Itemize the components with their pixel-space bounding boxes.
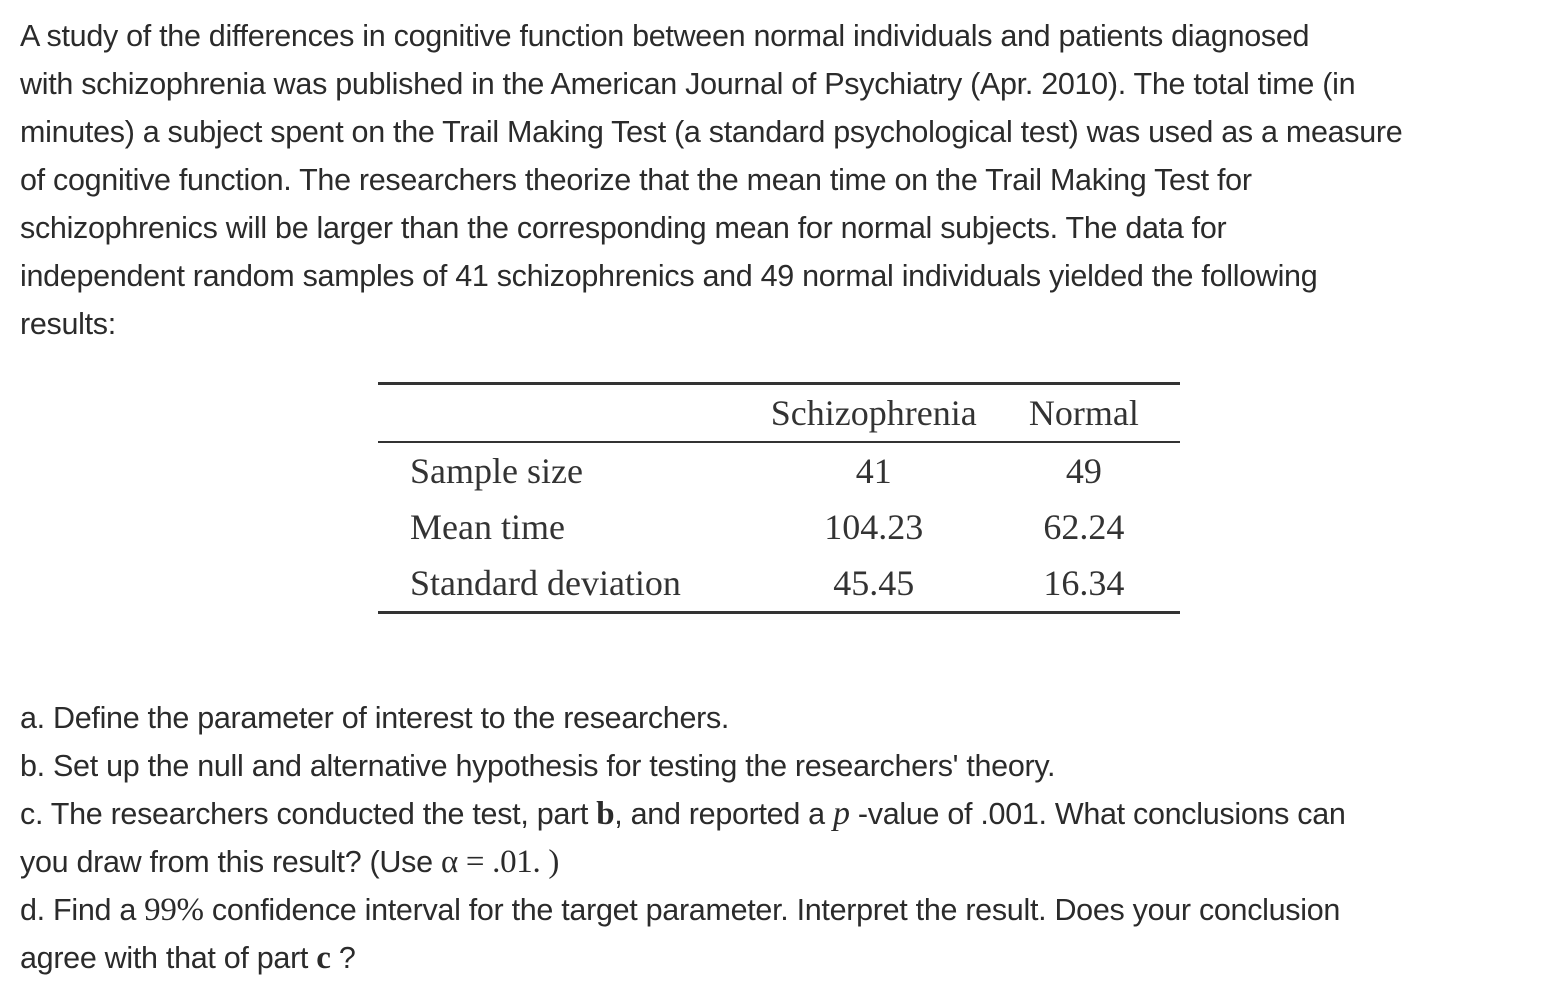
intro-line-4: of cognitive function. The researchers theorize that the mean time on the Trail Making Test for — [20, 163, 1252, 197]
row-label-mean-time: Mean time — [410, 507, 565, 547]
cell-schizophrenia-standard-deviation: 45.45 — [760, 555, 988, 613]
results-table — [378, 382, 1180, 614]
cell-normal-mean-time: 62.24 — [1043, 507, 1125, 547]
question-a: a. Define the parameter of interest to the researchers. — [20, 701, 730, 735]
table-row — [378, 555, 1180, 613]
question-b: b. Set up the null and alternative hypothesis for testing the researchers' theory. — [20, 749, 1056, 783]
question-d-line2-suffix: ? — [330, 941, 356, 975]
question-d-percent: 99% — [144, 892, 204, 928]
table-header-blank — [378, 384, 760, 443]
question-c-mid: , and reported a — [614, 797, 834, 831]
question-d-prefix: d. Find a — [20, 893, 145, 927]
problem-intro — [20, 12, 1540, 348]
table-header-row — [378, 384, 1180, 443]
question-c-alpha-expression: α = .01. ) — [440, 844, 560, 880]
question-c-prefix: c. The researchers conducted the test, part — [20, 797, 597, 831]
question-c-line2-prefix: you draw from this result? (Use — [20, 845, 441, 879]
question-c-line-2 — [20, 838, 1540, 886]
table-header-schizophrenia: Schizophrenia — [760, 384, 988, 443]
table-row — [378, 442, 1180, 499]
cell-normal-sample-size: 49 — [1065, 451, 1102, 491]
question-c-line-1 — [20, 790, 1540, 838]
question-d-line-2 — [20, 934, 1540, 982]
intro-line-1: A study of the differences in cognitive function between normal individuals and patients diagnosed — [20, 19, 1310, 53]
row-label-sample-size: Sample size — [410, 451, 583, 491]
intro-line-2: with schizophrenia was published in the American Journal of Psychiatry (Apr. 2010). The total time (in — [20, 67, 1356, 101]
table-row — [378, 499, 1180, 555]
question-d-line2-prefix: agree with that of part — [20, 941, 317, 975]
cell-normal-standard-deviation: 16.34 — [988, 555, 1180, 613]
question-d-part-ref: c — [316, 940, 331, 976]
question-c-part-ref: b — [596, 796, 615, 832]
row-label-standard-deviation: Standard deviation — [378, 555, 760, 613]
intro-line-3: minutes) a subject spent on the Trail Making Test (a standard psychological test) was used as a measure — [20, 115, 1403, 149]
question-c-p-symbol: p — [833, 795, 850, 832]
table-header-normal: Normal — [988, 384, 1180, 443]
intro-line-6: independent random samples of 41 schizophrenics and 49 normal individuals yielded the following — [20, 259, 1318, 293]
intro-line-7: results: — [20, 307, 116, 341]
question-list — [20, 694, 1540, 982]
intro-line-5: schizophrenics will be larger than the corresponding mean for normal subjects. The data for — [20, 211, 1227, 245]
cell-schizophrenia-mean-time: 104.23 — [824, 507, 924, 547]
question-c-suffix: -value of .001. What conclusions can — [849, 797, 1346, 831]
cell-schizophrenia-sample-size: 41 — [855, 451, 892, 491]
question-d-suffix: confidence interval for the target parameter. Interpret the result. Does your conclusion — [203, 893, 1341, 927]
question-d-line-1 — [20, 886, 1540, 934]
